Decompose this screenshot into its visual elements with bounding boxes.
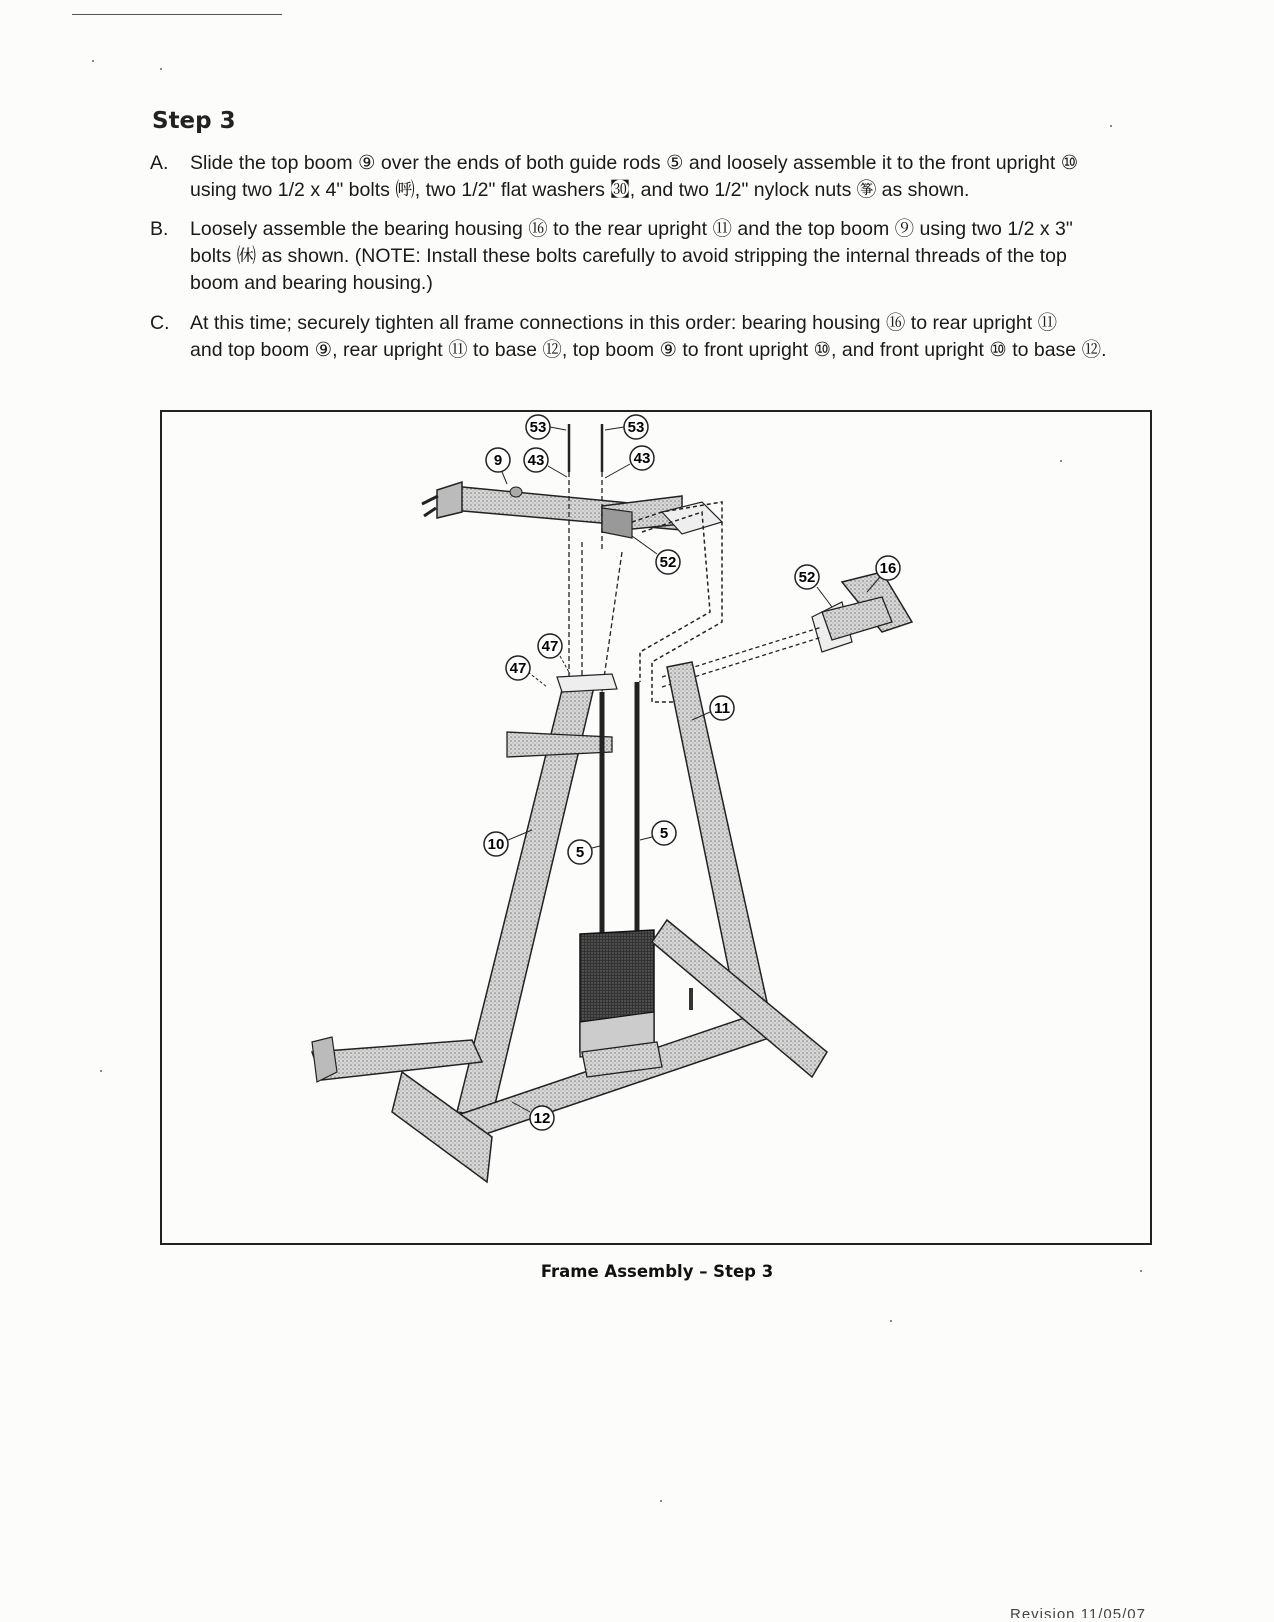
figure-frame [160, 410, 1152, 1245]
instruction-line: Slide the top boom ⑨ over the ends of both guide rods ⑤ and loosely assemble it to the front upright ⑩ [190, 152, 1079, 174]
callout-43-right [605, 446, 654, 478]
callout-label: 5 [575, 844, 585, 861]
instruction-b [150, 216, 1180, 297]
callout-label: 43 [527, 452, 545, 469]
instruction-line: and top boom ⑨, rear upright ⑪ to base ⑫, top boom ⑨ to front upright ⑩, and front upright ⑩ to base ⑫. [190, 339, 1107, 361]
revision-note: Revision 11/05/07 [1010, 1606, 1146, 1618]
callout-label: 53 [529, 419, 547, 436]
scan-speck [660, 1500, 662, 1502]
instruction-a [150, 150, 1180, 204]
instruction-line: using two 1/2 x 4" bolts ㈺, two 1/2" flat washers ㉊, and two 1/2" nylock nuts ㉇ as shown. [190, 179, 970, 201]
scan-speck [1110, 125, 1112, 127]
callout-47-lower [506, 656, 547, 687]
callout-label: 52 [659, 554, 677, 571]
callout-5-left [568, 840, 600, 864]
instruction-letter: C. [150, 312, 170, 334]
rear-bearing-housing-16 [662, 572, 912, 687]
instruction-letter: B. [150, 218, 169, 240]
callout-52-top [632, 536, 680, 574]
callout-47-upper [538, 634, 570, 674]
callout-label: 53 [627, 419, 645, 436]
callout-53-right [605, 415, 648, 439]
figure-caption [0, 1262, 1274, 1281]
callout-label: 52 [798, 569, 816, 586]
instruction-c [150, 310, 1180, 364]
callout-label: 16 [879, 560, 897, 577]
callout-9 [486, 448, 510, 484]
front-upright-arm [507, 732, 612, 757]
callout-label: 47 [541, 638, 559, 655]
scan-speck [1140, 1270, 1142, 1272]
frame-assembly-diagram [162, 412, 1150, 1243]
base-pin [689, 988, 693, 1010]
top-rule [72, 14, 282, 15]
callout-53-left [526, 415, 566, 439]
scan-speck [160, 68, 162, 70]
instruction-line: boom and bearing housing.) [190, 272, 433, 294]
instruction-line: At this time; securely tighten all frame connections in this order: bearing housing ⑯ to rear upright ⑪ [190, 312, 1058, 334]
step-title: Step 3 [152, 108, 236, 134]
caption-text: Frame Assembly – Step 3 [540, 1262, 774, 1281]
callout-label: 43 [633, 450, 651, 467]
upright-top-plate [557, 674, 617, 692]
callout-5-right [640, 821, 676, 845]
instruction-line: Loosely assemble the bearing housing ⑯ to the rear upright ⑪ and the top boom ⑨ using two 1/2 x 3" [190, 218, 1073, 240]
callout-label: 10 [487, 836, 505, 853]
instruction-line: bolts ㉁ as shown. (NOTE: Install these bolts carefully to avoid stripping the internal threads of the top [190, 245, 1067, 267]
callout-52-right [795, 565, 832, 607]
front-crossbar [312, 1040, 482, 1080]
top-boom [422, 482, 682, 538]
callout-label: 12 [533, 1110, 551, 1127]
callout-label: 11 [714, 700, 730, 717]
callout-label: 9 [493, 452, 503, 469]
callout-43-left [524, 448, 567, 477]
callout-label: 47 [509, 660, 527, 677]
scan-speck [92, 60, 94, 62]
scan-speck [100, 1070, 102, 1072]
callout-label: 5 [659, 825, 669, 842]
scan-speck [890, 1320, 892, 1322]
scan-speck [1060, 460, 1062, 462]
instruction-letter: A. [150, 152, 169, 174]
guide-rod-dashes [569, 432, 622, 692]
